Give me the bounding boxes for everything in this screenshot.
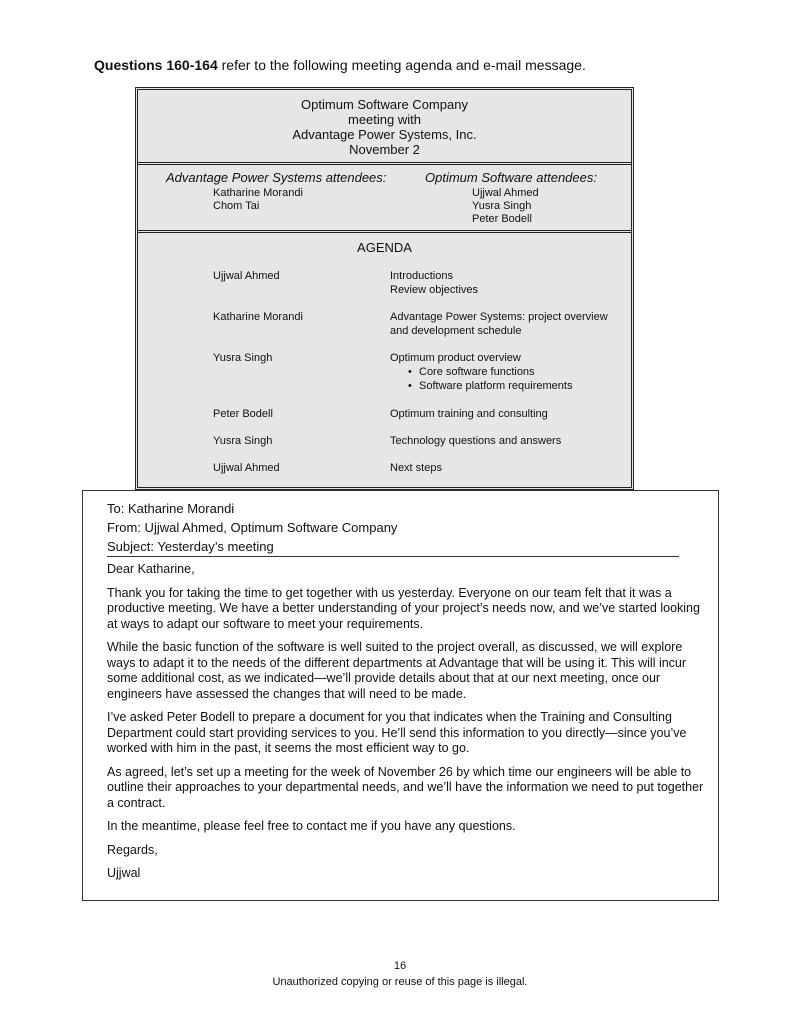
email-to: To: Katharine Morandi [107,501,235,516]
email-paragraph: While the basic function of the software is well suited to the project overall, as discussed, we will explore ways to adapt it to the needs of the different departments at Advantage that will be using it. This will incur some additional cost, as we indicated—we’ll provide details about that at our next meeting, once our engineers have assessed the changes that will need to be made. [107,640,687,701]
agenda-topic-line: Introductions [390,270,453,282]
agenda-topic [390,269,630,297]
copyright-notice: Unauthorized copying or reuse of this page is illegal. [272,976,528,988]
agenda-topic [390,434,630,448]
agenda-topic-line: Technology questions and answers [390,435,562,447]
agenda-items-section [138,235,631,487]
divider [138,162,631,165]
agenda-topic [390,407,630,421]
email-paragraph: I’ve asked Peter Bodell to prepare a document for you that indicates when the Training and Consulting Department could start providing services to you. He’ll send this information to you directly—since you’ve worked with him in the past, it seems the most efficient way to go. [107,710,687,755]
email-paragraph: As agreed, let’s set up a meeting for the week of November 26 by which time our engineers will be able to outline their approaches to your departmental needs, and we’ll have the information we need to put together a contract. [107,764,704,810]
meeting-with: meeting with [348,112,421,127]
agenda-presenter: Ujjwal Ahmed [213,462,280,474]
agenda-topic-line: Advantage Power Systems: project overview [390,311,608,323]
agenda-presenter: Ujjwal Ahmed [213,270,280,282]
agenda-topic [390,461,630,475]
agenda-presenter: Yusra Singh [213,435,273,447]
meeting-date: November 2 [349,142,420,157]
agenda-topic [390,310,630,338]
question-range: Questions 160-164 [94,57,218,73]
question-intro [94,57,586,73]
email-greeting: Dear Katharine, [107,562,195,576]
agenda-bullet: • Core software functions [419,365,630,379]
attendee-name: Chom Tai [213,200,260,212]
page-number: 16 [393,960,407,972]
agenda-topic-line: and development schedule [390,325,522,337]
optimum-attendees-title: Optimum Software attendees: [425,170,597,185]
attendee-name: Peter Bodell [472,213,532,225]
attendees-section [138,168,631,231]
attendee-name: Ujjwal Ahmed [472,187,539,199]
email-message [82,490,719,901]
agenda-presenter: Peter Bodell [213,408,273,420]
agenda-bullets [390,365,630,393]
agenda-topic-line: Optimum product overview [390,352,521,364]
agenda-topic-line: Optimum training and consulting [390,408,548,420]
company-name: Optimum Software Company [301,97,468,112]
email-paragraph: In the meantime, please feel free to contact me if you have any questions. [107,819,516,833]
attendee-name: Katharine Morandi [213,187,303,199]
attendee-name: Yusra Singh [472,200,532,212]
agenda-heading [138,90,631,164]
agenda-topic [390,351,630,393]
email-from: From: Ujjwal Ahmed, Optimum Software Company [107,520,398,535]
header-rule [107,556,679,557]
divider [138,230,631,233]
meeting-agenda [135,87,634,490]
agenda-topic-line: Next steps [390,462,442,474]
email-closing: Regards, [107,842,158,857]
email-body [107,562,704,890]
email-paragraph: Thank you for taking the time to get together with us yesterday. Everyone on our team felt that it was a productive meeting. We have a better understanding of your project’s needs now, and we’ve started looking at ways to adapt our software to meet your requirements. [107,585,700,631]
email-subject: Subject: Yesterday’s meeting [107,539,274,554]
agenda-title: AGENDA [357,240,412,255]
question-intro-text: refer to the following meeting agenda and e-mail message. [217,57,586,73]
agenda-topic-line: Review objectives [390,284,479,296]
partner-company: Advantage Power Systems, Inc. [292,127,477,142]
agenda-presenter: Katharine Morandi [213,311,303,323]
advantage-attendees-title: Advantage Power Systems attendees: [166,170,387,185]
agenda-bullet: • Software platform requirements [419,379,630,393]
agenda-presenter: Yusra Singh [213,352,273,364]
email-signature: Ujjwal [107,866,141,880]
